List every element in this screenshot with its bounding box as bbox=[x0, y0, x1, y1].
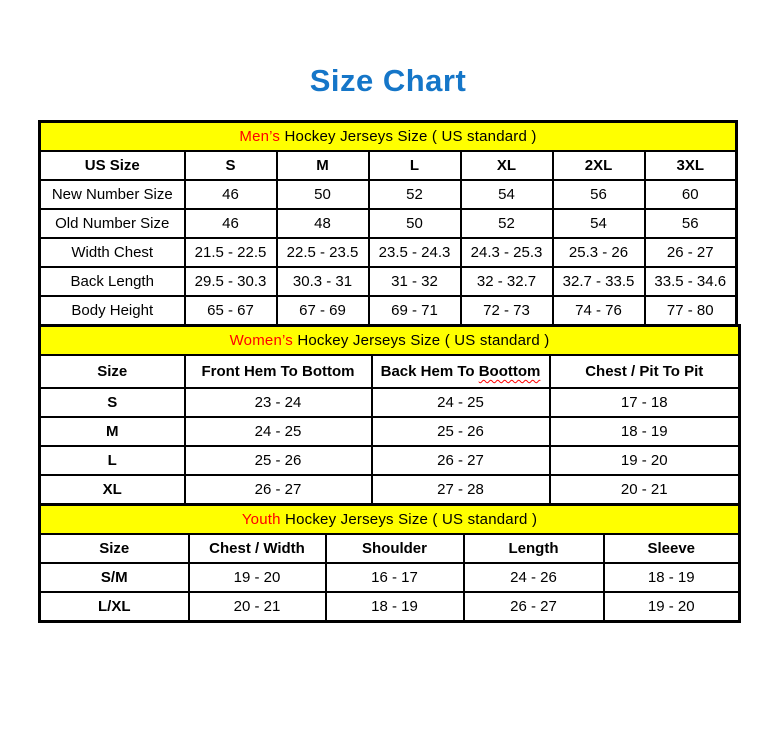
womens-col-header-size: Size bbox=[40, 355, 185, 388]
mens-col-header-3xl: 3XL bbox=[645, 151, 737, 180]
table-cell: 26 - 27 bbox=[185, 475, 372, 505]
womens-size-table bbox=[38, 324, 741, 506]
table-row bbox=[40, 563, 740, 592]
womens-section-accent: Women’s bbox=[229, 332, 293, 349]
table-cell: 65 - 67 bbox=[185, 296, 277, 326]
table-cell: 67 - 69 bbox=[277, 296, 369, 326]
table-cell: 33.5 - 34.6 bbox=[645, 267, 737, 296]
table-cell: 16 - 17 bbox=[326, 563, 464, 592]
table-cell: 19 - 20 bbox=[550, 446, 740, 475]
table-cell: 21.5 - 22.5 bbox=[185, 238, 277, 267]
table-cell: 46 bbox=[185, 180, 277, 209]
tables-container bbox=[38, 120, 738, 623]
mens-section-header bbox=[40, 122, 737, 152]
womens-col-header-chest: Chest / Pit To Pit bbox=[550, 355, 740, 388]
table-cell: 77 - 80 bbox=[645, 296, 737, 326]
table-cell: 60 bbox=[645, 180, 737, 209]
table-cell: 32 - 32.7 bbox=[461, 267, 553, 296]
table-cell: 69 - 71 bbox=[369, 296, 461, 326]
table-cell: 26 - 27 bbox=[645, 238, 737, 267]
mens-col-header-2xl: 2XL bbox=[553, 151, 645, 180]
table-row bbox=[40, 209, 737, 238]
youth-col-header-sleeve: Sleeve bbox=[604, 534, 740, 563]
row-label: M bbox=[40, 417, 185, 446]
table-cell: 52 bbox=[461, 209, 553, 238]
table-cell: 25.3 - 26 bbox=[553, 238, 645, 267]
mens-col-header-xl: XL bbox=[461, 151, 553, 180]
table-cell: 25 - 26 bbox=[372, 417, 550, 446]
mens-col-header-m: M bbox=[277, 151, 369, 180]
table-row bbox=[40, 475, 740, 505]
table-cell: 26 - 27 bbox=[464, 592, 604, 622]
youth-section-title: Hockey Jerseys Size ( US standard ) bbox=[280, 511, 538, 528]
table-cell: 25 - 26 bbox=[185, 446, 372, 475]
table-cell: 27 - 28 bbox=[372, 475, 550, 505]
womens-section-header bbox=[40, 326, 740, 356]
row-label: Back Length bbox=[40, 267, 185, 296]
table-row bbox=[40, 180, 737, 209]
table-cell: 50 bbox=[369, 209, 461, 238]
row-label: XL bbox=[40, 475, 185, 505]
table-cell: 19 - 20 bbox=[189, 563, 326, 592]
table-cell: 30.3 - 31 bbox=[277, 267, 369, 296]
youth-col-header-shoulder: Shoulder bbox=[326, 534, 464, 563]
table-cell: 24 - 25 bbox=[372, 388, 550, 417]
table-cell: 54 bbox=[461, 180, 553, 209]
table-row bbox=[40, 446, 740, 475]
table-cell: 56 bbox=[553, 180, 645, 209]
table-cell: 72 - 73 bbox=[461, 296, 553, 326]
row-label: Width Chest bbox=[40, 238, 185, 267]
womens-section-row bbox=[40, 326, 740, 356]
table-cell: 19 - 20 bbox=[604, 592, 740, 622]
mens-header-row bbox=[40, 151, 737, 180]
table-cell: 20 - 21 bbox=[189, 592, 326, 622]
womens-col-header-back-hem bbox=[372, 355, 550, 388]
mens-section-row bbox=[40, 122, 737, 152]
table-cell: 31 - 32 bbox=[369, 267, 461, 296]
mens-size-table bbox=[38, 120, 738, 327]
back-hem-misspelled-word: Boottom bbox=[478, 363, 541, 380]
mens-section-title: Hockey Jerseys Size ( US standard ) bbox=[280, 128, 537, 145]
youth-size-table bbox=[38, 503, 741, 623]
table-cell: 23 - 24 bbox=[185, 388, 372, 417]
size-chart-page bbox=[0, 63, 776, 623]
table-cell: 24 - 26 bbox=[464, 563, 604, 592]
page-title: Size Chart bbox=[309, 63, 467, 98]
table-row bbox=[40, 267, 737, 296]
row-label: L bbox=[40, 446, 185, 475]
table-cell: 56 bbox=[645, 209, 737, 238]
table-cell: 24 - 25 bbox=[185, 417, 372, 446]
table-cell: 18 - 19 bbox=[550, 417, 740, 446]
mens-col-header-us-size: US Size bbox=[40, 151, 185, 180]
mens-col-header-l: L bbox=[369, 151, 461, 180]
row-label: New Number Size bbox=[40, 180, 185, 209]
youth-section-header bbox=[40, 505, 740, 535]
youth-col-header-size: Size bbox=[40, 534, 189, 563]
table-cell: 17 - 18 bbox=[550, 388, 740, 417]
table-cell: 20 - 21 bbox=[550, 475, 740, 505]
table-cell: 50 bbox=[277, 180, 369, 209]
mens-col-header-s: S bbox=[185, 151, 277, 180]
table-row bbox=[40, 388, 740, 417]
youth-section-accent: Youth bbox=[241, 511, 281, 528]
table-cell: 32.7 - 33.5 bbox=[553, 267, 645, 296]
table-cell: 22.5 - 23.5 bbox=[277, 238, 369, 267]
row-label: S/M bbox=[40, 563, 189, 592]
table-row bbox=[40, 592, 740, 622]
row-label: L/XL bbox=[40, 592, 189, 622]
row-label: Body Height bbox=[40, 296, 185, 326]
table-row bbox=[40, 238, 737, 267]
youth-section-row bbox=[40, 505, 740, 535]
womens-header-row bbox=[40, 355, 740, 388]
mens-section-accent: Men’s bbox=[239, 128, 281, 145]
table-row bbox=[40, 417, 740, 446]
table-cell: 74 - 76 bbox=[553, 296, 645, 326]
row-label: Old Number Size bbox=[40, 209, 185, 238]
youth-header-row bbox=[40, 534, 740, 563]
table-cell: 18 - 19 bbox=[326, 592, 464, 622]
table-cell: 23.5 - 24.3 bbox=[369, 238, 461, 267]
womens-col-header-front-hem: Front Hem To Bottom bbox=[185, 355, 372, 388]
table-cell: 18 - 19 bbox=[604, 563, 740, 592]
table-cell: 52 bbox=[369, 180, 461, 209]
table-cell: 54 bbox=[553, 209, 645, 238]
table-row bbox=[40, 296, 737, 326]
womens-section-title: Hockey Jerseys Size ( US standard ) bbox=[292, 332, 550, 349]
youth-col-header-chest-width: Chest / Width bbox=[189, 534, 326, 563]
table-cell: 26 - 27 bbox=[372, 446, 550, 475]
youth-col-header-length: Length bbox=[464, 534, 604, 563]
table-cell: 29.5 - 30.3 bbox=[185, 267, 277, 296]
table-cell: 24.3 - 25.3 bbox=[461, 238, 553, 267]
row-label: S bbox=[40, 388, 185, 417]
table-cell: 46 bbox=[185, 209, 277, 238]
table-cell: 48 bbox=[277, 209, 369, 238]
back-hem-prefix: Back Hem To bbox=[380, 363, 479, 380]
